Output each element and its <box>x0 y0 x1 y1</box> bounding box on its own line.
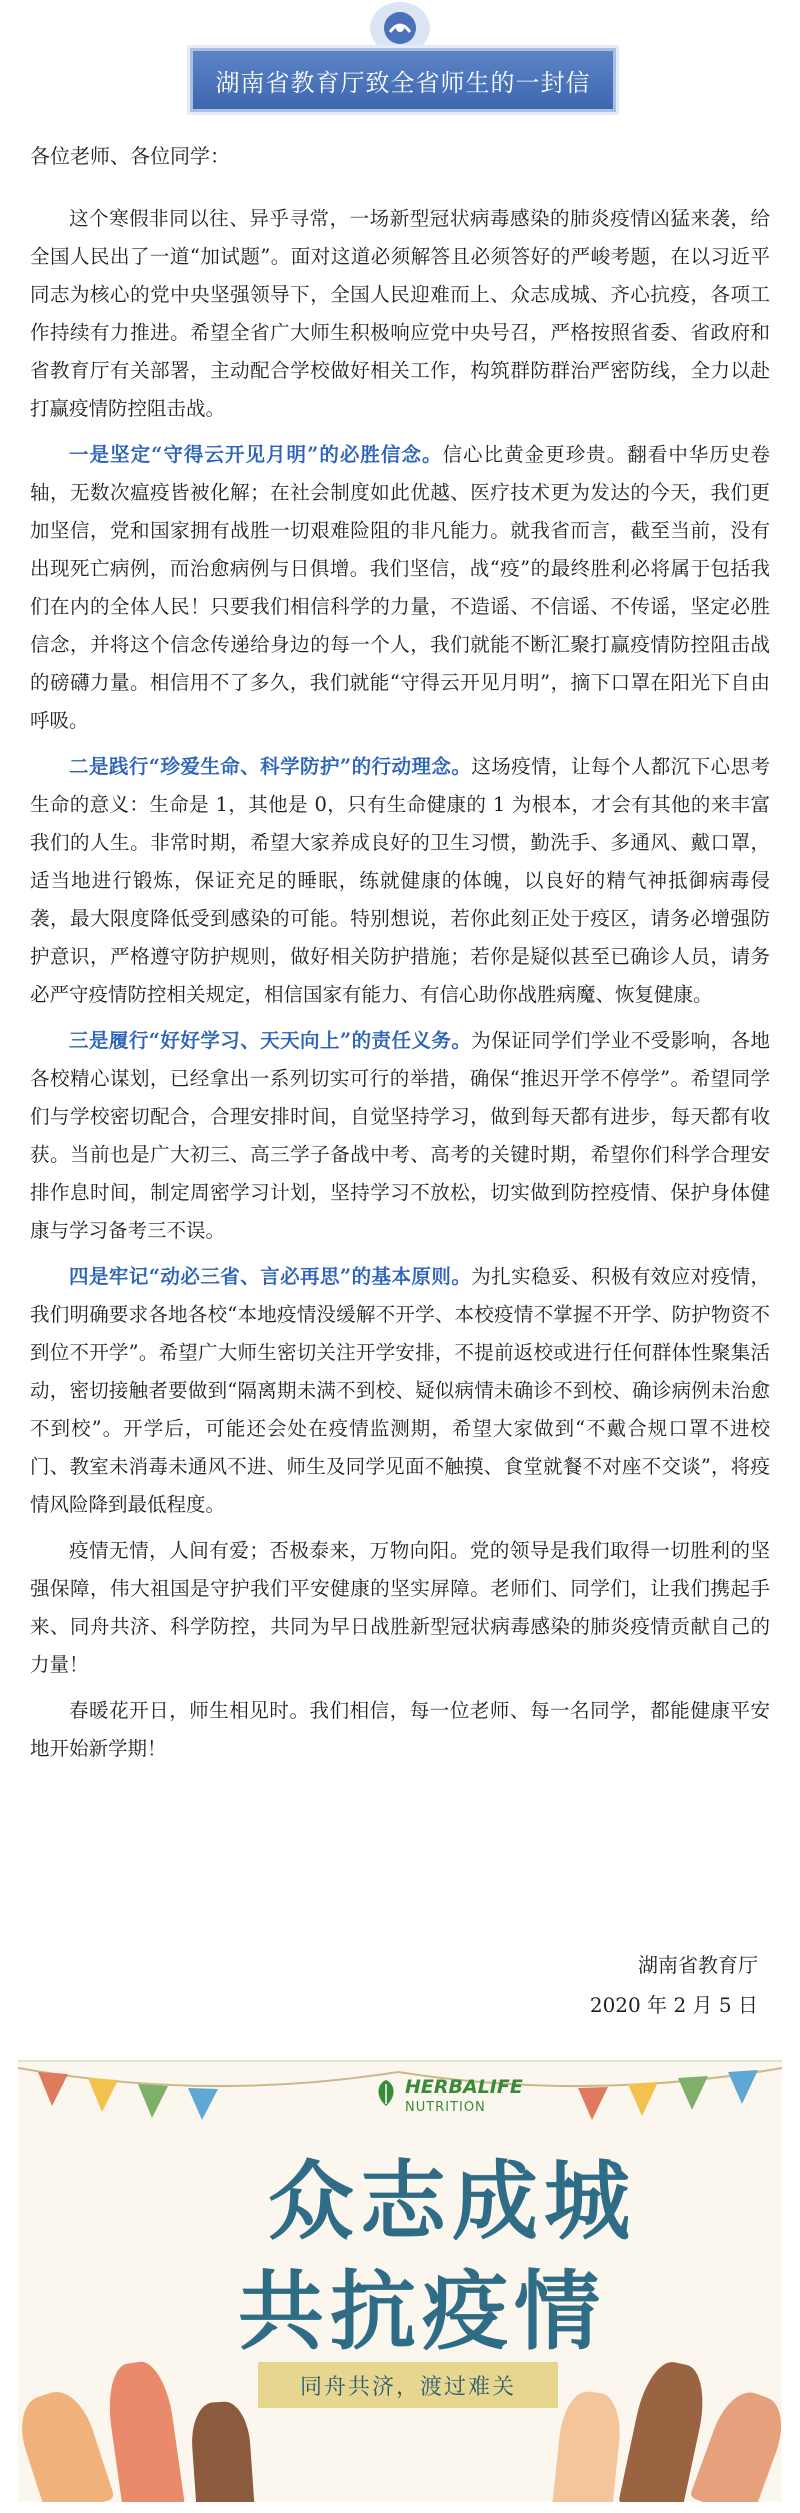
paragraph-point-1 <box>30 436 770 740</box>
point-1-text: 信心比黄金更珍贵。翻看中华历史卷轴，无数次瘟疫皆被化解；在社会制度如此优越、医疗技术更为发达的今天，我们更加坚信，党和国家拥有战胜一切艰难险阻的非凡能力。就我省而言，截至当前，没有出现死亡病例，而治愈病例与日俱增。我们坚信，战“疫”的最终胜利必将属于包括我们在内的全体人民！只要我们相信科学的力量，不造谣、不信谣、不传谣，坚定必胜信念，并将这个信念传递给身边的每一个人，我们就能不断汇聚打赢疫情防控阻击战的磅礴力量。相信用不了多久，我们就能“守得云开见月明”，摘下口罩在阳光下自由呼吸。 <box>30 443 770 732</box>
paragraph-closing-2: 春暖花开日，师生相见时。我们相信，每一位老师、每一名同学，都能健康平安地开始新学期！ <box>30 1699 770 1760</box>
slogan-line-2: 共抗疫情 <box>238 2262 606 2362</box>
signature-org: 湖南省教育厅 <box>638 1953 758 1977</box>
ribbon-emblem-icon <box>370 2 430 54</box>
point-1-heading: 一是坚定“守得云开见月明”的必胜信念。 <box>69 443 443 466</box>
paragraph-closing-1: 疫情无情，人间有爱；否极泰来，万物向阳。党的领导是我们取得一切胜利的坚强保障，伟大祖国是守护我们平安健康的坚实屏障。老师们、同学们，让我们携起手来、同舟共济、科学防控，共同为早日战胜新型冠状病毒感染的肺炎疫情贡献自己的力量！ <box>30 1539 770 1676</box>
raised-hand-icon <box>189 2400 255 2502</box>
brand-subtitle: NUTRITION <box>405 2100 486 2115</box>
raised-hand-icon <box>689 2384 782 2502</box>
slogan-line-1: 众志成城 <box>268 2152 636 2252</box>
letter-body <box>30 200 770 1776</box>
tagline-badge <box>258 2362 558 2408</box>
point-4-text: 为扎实稳妥、积极有效应对疫情，我们明确要求各地各校“本地疫情没缓解不开学、本校疫情不掌握不开学、防护物资不到位不开学”。希望广大师生密切关注开学安排，不提前返校或进行任何群体性聚集活动，密切接触者要做到“隔离期未满不到校、疑似病情未确诊不到校、确诊病例未治愈不到校”。开学后，可能还会处在疫情监测期，希望大家做到“不戴合规口罩不进校门、教室未消毒未通风不进、师生及同学见面不触摸、食堂就餐不对座不交谈”，将疫情风险降到最低程度。 <box>30 1265 770 1516</box>
leaf-logo-icon <box>373 2078 399 2108</box>
brand-logo <box>373 2074 523 2124</box>
brand-name: HERBALIFE <box>405 2076 523 2098</box>
point-3-text: 为保证同学们学业不受影响，各地各校精心谋划，已经拿出一系列切实可行的举措，确保“推迟开学不停学”。希望同学们与学校密切配合，合理安排时间，自觉坚持学习，做到每天都有进步，每天都有收获。当前也是广大初三、高三学子备战中考、高考的关键时期，希望你们科学合理安排作息时间，制定周密学习计划，坚持学习不放松，切实做到防控疫情、保护身体健康与学习备考三不误。 <box>30 1029 770 1242</box>
point-4-heading: 四是牢记“动必三省、言必再思”的基本原则。 <box>69 1265 472 1288</box>
salutation: 各位老师、各位同学： <box>30 144 230 168</box>
tagline-text: 同舟共济，渡过难关 <box>299 2374 516 2400</box>
point-2-text: 这场疫情，让每个人都沉下心思考生命的意义：生命是 1，其他是 0，只有生命健康的 1 为根本，才会有其他的来丰富我们的人生。非常时期，希望大家养成良好的卫生习惯，勤洗手、多通风、戴口罩，适当地进行锻炼，保证充足的睡眠，练就健康的体魄，以良好的精气神抵御病毒侵袭，最大限度降低受到感染的可能。特别想说，若你此刻正处于疫区，请务必增强防护意识，严格遵守防护规则，做好相关防护措施；若你是疑似甚至已确诊人员，请务必严守疫情防控相关规定，相信国家有能力、有信心助你战胜病魔、恢复健康。 <box>30 755 770 1006</box>
raised-hand-icon <box>18 2384 115 2502</box>
paragraph-intro: 这个寒假非同以往、异乎寻常，一场新型冠状病毒感染的肺炎疫情凶猛来袭，给全国人民出了一道“加试题”。面对这道必须解答且必须答好的严峻考题，在以习近平同志为核心的党中央坚强领导下，全国人民迎难而上、众志成城、齐心抗疫，各项工作持续有力推进。希望全省广大师生积极响应党中央号召，严格按照省委、省政府和省教育厅有关部署，主动配合学校做好相关工作，构筑群防群治严密防线，全力以赴打赢疫情防控阻击战。 <box>30 207 770 420</box>
campaign-poster <box>18 2060 782 2502</box>
paragraph-point-4 <box>30 1258 770 1524</box>
signature-date: 2020 年 2 月 5 日 <box>589 1993 758 2017</box>
paragraph-point-3 <box>30 1022 770 1250</box>
title-banner <box>190 48 616 112</box>
raised-hand-icon <box>103 2358 185 2502</box>
point-2-heading: 二是践行“珍爱生命、科学防护”的行动理念。 <box>69 755 472 778</box>
point-3-heading: 三是履行“好好学习、天天向上”的责任义务。 <box>69 1029 472 1052</box>
signature-block <box>590 1945 758 2025</box>
raised-hand-icon <box>552 2389 624 2502</box>
paragraph-point-2 <box>30 748 770 1014</box>
page-title: 湖南省教育厅致全省师生的一封信 <box>215 68 591 97</box>
